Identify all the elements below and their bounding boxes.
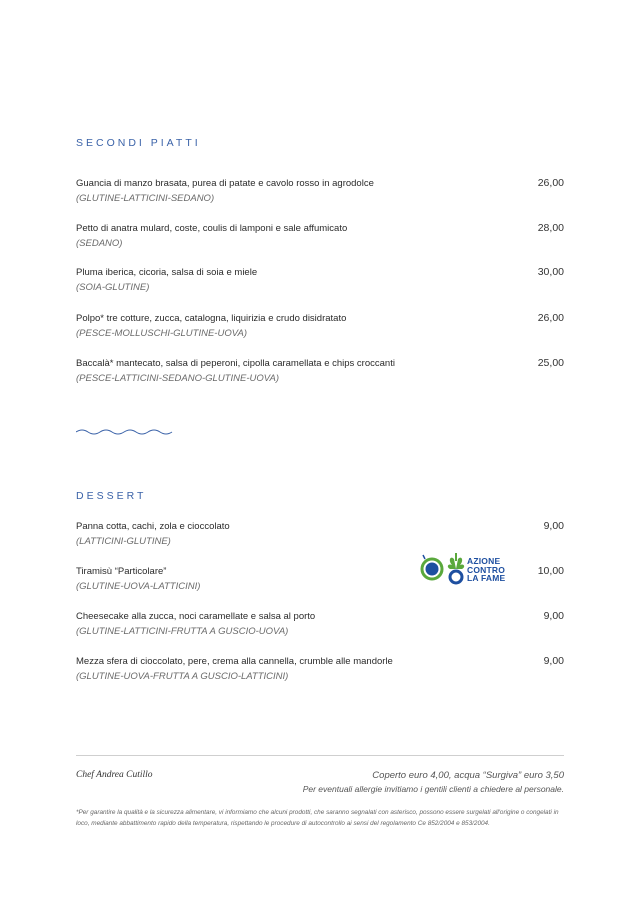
menu-item xyxy=(76,177,564,206)
item-price: 28,00 xyxy=(537,222,564,234)
menu-item xyxy=(76,357,564,386)
item-price: 9,00 xyxy=(543,610,564,622)
item-price: 26,00 xyxy=(537,177,564,189)
menu-item xyxy=(76,520,564,549)
item-name: Polpo* tre cotture, zucca, catalogna, liquirizia e crudo disidratato xyxy=(76,313,347,324)
section-title-secondi: SECONDI PIATTI xyxy=(76,137,201,149)
item-name: Cheesecake alla zucca, noci caramellate e salsa al porto xyxy=(76,611,316,622)
menu-item xyxy=(76,312,564,341)
logo-text: AZIONE CONTRO LA FAME xyxy=(467,556,506,583)
item-name: Petto di anatra mulard, coste, coulis di lamponi e sale affumicato xyxy=(76,223,348,234)
wave-divider-icon xyxy=(76,427,176,437)
item-name: Pluma iberica, cicoria, salsa di soia e miele xyxy=(76,267,258,278)
item-price: 30,00 xyxy=(537,266,564,278)
menu-item xyxy=(76,266,564,295)
item-allergens: (LATTICINI-GLUTINE) xyxy=(76,536,171,547)
item-name: Baccalà* mantecato, salsa di peperoni, cipolla caramellata e chips croccanti xyxy=(76,358,395,369)
item-price: 10,00 xyxy=(537,565,564,577)
footer-divider xyxy=(76,755,564,756)
item-allergens: (SEDANO) xyxy=(76,238,123,249)
item-name: Guancia di manzo brasata, purea di patate e cavolo rosso in agrodolce xyxy=(76,178,374,189)
chef-name: Chef Andrea Cutillo xyxy=(76,770,153,780)
item-name: Panna cotta, cachi, zola e cioccolato xyxy=(76,521,230,532)
section-title-dessert: DESSERT xyxy=(76,490,147,502)
item-allergens: (GLUTINE-UOVA-FRUTTA A GUSCIO-LATTICINI) xyxy=(76,671,289,682)
item-allergens: (PESCE-MOLLUSCHI-GLUTINE-UOVA) xyxy=(76,328,248,339)
frozen-products-footnote: *Per garantire la qualità e la sicurezza alimentare, vi informiamo che alcuni prodotti, che saranno segnalati con asterisco, possono essere surgelati all'origine o congelati in loco, mediante abbattimento rapido della temperatura, rispettando le procedure di autocontrollo ai sensi del regolamento Ce 852/2004 e 853/2004. xyxy=(76,809,559,827)
item-price: 25,00 xyxy=(537,357,564,369)
coperto-note: Coperto euro 4,00, acqua “Surgiva” euro 3,50 xyxy=(372,770,564,781)
allergy-note: Per eventuali allergie invitiamo i gentili clienti a chiedere al personale. xyxy=(302,784,564,794)
item-allergens: (GLUTINE-UOVA-LATTICINI) xyxy=(76,581,201,592)
item-allergens: (PESCE-LATTICINI-SEDANO-GLUTINE-UOVA) xyxy=(76,373,280,384)
item-name: Tiramisù “Particolare” xyxy=(76,566,167,577)
item-price: 26,00 xyxy=(537,312,564,324)
item-allergens: (GLUTINE-LATTICINI-FRUTTA A GUSCIO-UOVA) xyxy=(76,626,289,637)
menu-item xyxy=(76,655,564,684)
item-price: 9,00 xyxy=(543,520,564,532)
item-name: Mezza sfera di cioccolato, pere, crema alla cannella, crumble alle mandorle xyxy=(76,656,393,667)
item-allergens: (SOIA-GLUTINE) xyxy=(76,282,150,293)
item-allergens: (GLUTINE-LATTICINI-SEDANO) xyxy=(76,193,215,204)
menu-item xyxy=(76,222,564,251)
item-price: 9,00 xyxy=(543,655,564,667)
menu-item xyxy=(76,610,564,639)
